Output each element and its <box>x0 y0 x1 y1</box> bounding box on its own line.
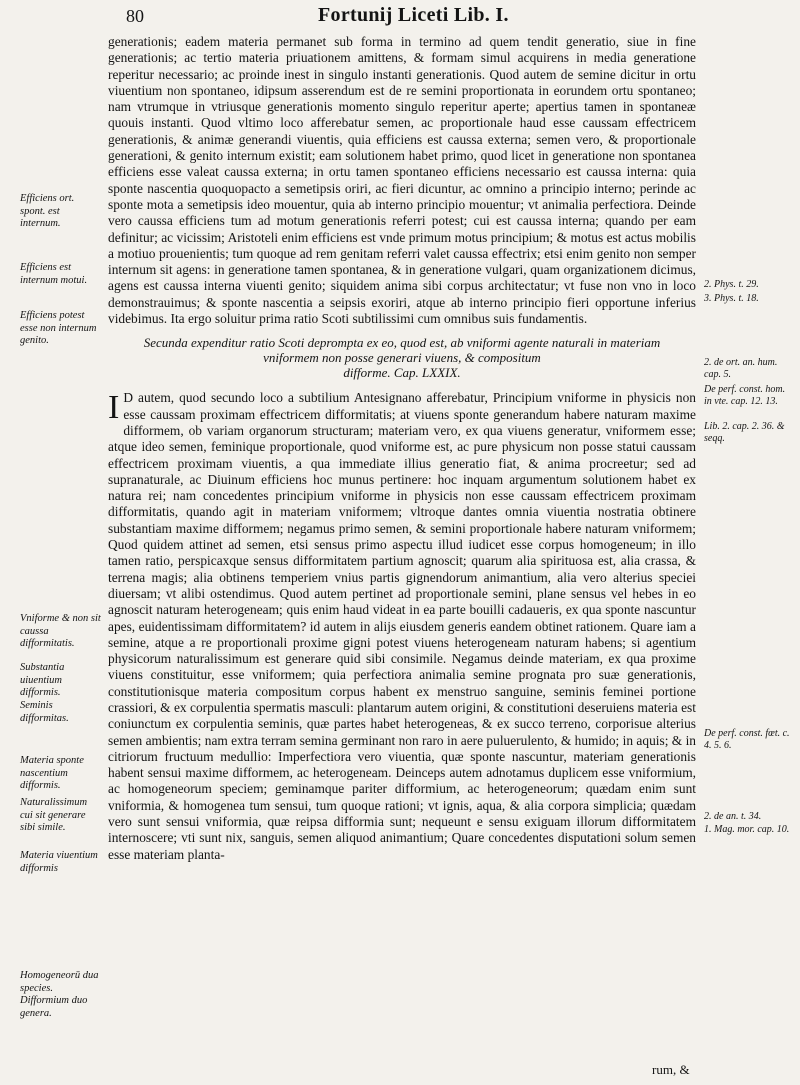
paragraph-1: generationis; eadem materia permanet sub forma in termino ad quem tendit generatio, siue in fine generationis; ac tertio materia priuationem amittens, & formam simul acquirens in media generatione reperitur necessario; ac proinde inest in singulo instanti generationis. Quod autem de semine dicitur in ortu viuentium non spontaneo, idipsum asserendum est de re semini proportionata in eorundem ortu spontaneo; nam vtrumque in vtriusque generationis momento singulo reperitur aperte; apertius tamen in spontaneæ quouis instanti. Quod vltimo loco afferebatur semen, ac proportionale haud esse caussam effectricem generationis, & animæ generandi viuentis, quia efficiens est caussa externa; semen vero, & proportionale generationi, & genito internum existit; eam solutionem habet primo, quod licet in generatione non spontanea efficiens esse valeat caussa externa; in ortu tamen spontaneo efficiens necessario est caussa interna: quia sponte nascentia quoquopacto a semetipsis oriri, ac fieri dicuntur, ac omnino a principio interno; perinde ac sponte mota a semetipsis ideo mouentur, quia ab interno principio mouentur; vt animalia perfectiora. Deinde vero caussa efficiens tum ad motum generationis referri potest; cui est caussa interna; quando per eam definitur; ac vicissim; Aristoteli enim efficiens est vnde primum motus principium; & motus est actus mobilis a motiuo prouenientis; tum quoque ad rem genitam referri valet caussa effectrix; etsi enim genito non semper internum sit agens: in generatione tamen spontanea, & in generatione vulgari, quam organizationem dicimus, agens est caussa interna viuenti genito; siquidem anima sibi corpus architectatur; vt fuse non vno in loco demonstrauimus; & sponte nascentia a seipsis exoriri, atque ab interno principio fieri opportune inferius videbimus. Ita ergo soluitur prima ratio Scoti subtilissimi cum omnibus suis fundamentis. <box>108 34 696 327</box>
main-text <box>108 34 696 863</box>
catchword: rum, & <box>652 1062 690 1077</box>
margin-note-right: 2. de ort. an. hum. cap. 5. <box>704 357 778 380</box>
margin-note-right: De perf. const. fœt. c. 4. 5. 6. <box>704 728 790 751</box>
drop-cap: I <box>108 389 120 427</box>
margin-note-right: De perf. const. hom. in vte. cap. 12. 13. <box>704 384 786 407</box>
margin-note-left: Naturalissimum cui sit generare sibi simile. <box>20 797 88 833</box>
margin-note-left: Efficiens potest esse non internum genito. <box>20 310 97 346</box>
paragraph-2 <box>108 390 696 863</box>
margin-note-right: Lib. 2. cap. 2. 36. & seqq. <box>704 421 785 444</box>
chapter-heading <box>120 335 684 380</box>
running-title: Fortunij Liceti Lib. I. <box>318 4 509 26</box>
margin-note-left: Homogeneorū dua species. Difformium duo genera. <box>20 970 99 1019</box>
margin-note-left: Efficiens est internum motui. <box>20 262 88 286</box>
margin-note-right: 2. Phys. t. 29. <box>704 279 759 290</box>
margin-note-left: Efficiens ort. spont. est internum. <box>20 193 75 229</box>
margin-note-left: Substantia uiuentium difformis. <box>20 662 65 698</box>
page-header <box>0 2 800 30</box>
margin-note-left: Materia viuentium difformis <box>20 850 98 874</box>
margin-note-left: Materia sponte nascentium difformis. <box>20 755 84 791</box>
page-number: 80 <box>126 6 144 26</box>
paragraph-2-text: D autem, quod secundo loco a subtilium Antesignano afferebatur, Principium vniforme in physicis non esse caussam proximam effectricem difformitatis; at viuens sponte generandum habere naturam maxime difformem, ob variam organorum structuram; materiam vero, ex qua viuens generatur, vniformem esse; atque ideo semen, feminique proportionale, quod vniforme est, ac pure physicum non posse statui caussam effectricem proximam viuentis, a qua immediate illius generatio fiat, & anima procreetur; sed ad supranaturale, ac Diuinum efficiens hoc munus pertinere: hoc inquam argumentum solutionem habet ex natura rei; nam concedentes principium vniforme in physicis non esse caussam effectricem proximam difformitatis, quando agit in materiam vniformem; vltroque dantes omnia viuentia nostratia obtinere substantiam maxime difformem; negamus primo semen, & semini proportionale habere naturam vniformem; Quod quidem attinet ad semen, etsi sensus primo aspectu illud iudicet esse corpus homogeneum; in illo tamen ratio, perspicaxque sensus difformitatem partium agnoscit; quarum alia spirituosa est, alia crassa, & terrena magis; alia obtinens temperiem vnius partis gignendorum animantium, alia vero alterius speciei diuersam; vt alibi ostendimus. Quod autem pertinet ad proportionale semini, plane sensus vel hebes in eo agnoscit naturam heterogeneam; quis enim haud videat in ea parte bouilli cadaueris, ex qua sponte nascuntur apes, euidentissimam difformitatem? id autem in alijs eiusdem generis eandem obtinet rationem. Quare iam a semine, atque a re proportionali proxime gigni potest viuens heterogeneam naturam habens; si agentium physicorum naturalissimum est generare quid sibi consimile. Negamus deinde materiam, ex qua proxime viuens constituitur, esse vniformem; quia perfectiora animalia semine prognata pro suæ generationis, constitutionisque materia compositum corpus habent ex menstruo sanguine, seminis feminei portione crassiori, & ex corpulentia spermatis masculi: plantarum autem origini, & constitutioni deseruiens materia est coniunctum ex corpulentia seminis, quæ partes habet heterogeneas, & ex succo terreno, corporisue alterius semen ambientis; nam extra terram semina germinant non raro in aere puluerulento, & humido; in aquis; & in citriorum fructuum medullio: Imperfectiora vero viuentia, quæ sponte nascuntur, materiam generationis habent sensui maxime difformem, ac heterogeneam. Deinceps autem adnotamus duplicem esse vniformium, ac homogeneorum speciem; geminamque pariter difformium, ac heterogeneorum; quædam enim sunt vniformia, & homogenea tum sensui, tum quoque rationi; vt ignis, aqua, & alia corpora simplicia; quædam vero sunt sensui vniformia, quæ reipsa difformia sunt; nequeunt e sensu exiguam illorum difformitatem internoscere; vti sunt nix, sanguis, semen aliquod animantium; Quare concedentes disputationi solum semen esse materiam planta- <box>108 390 696 862</box>
margin-note-left: Vniforme & non sit caussa difformitatis. <box>20 613 101 649</box>
chapter-number: difforme. Cap. LXXIX. <box>343 365 461 381</box>
margin-note-left: Seminis difformitas. <box>20 700 69 724</box>
chapter-heading-text: Secunda expenditur ratio Scoti deprompta ex eo, quod est, ab vniformi agente naturali in materiam vniformem non posse generari viuens, & compositum <box>143 335 661 366</box>
margin-note-right: 2. de an. t. 34. <box>704 811 762 822</box>
margin-note-right: 3. Phys. t. 18. <box>704 293 759 304</box>
margin-note-right: 1. Mag. mor. cap. 10. <box>704 824 790 835</box>
